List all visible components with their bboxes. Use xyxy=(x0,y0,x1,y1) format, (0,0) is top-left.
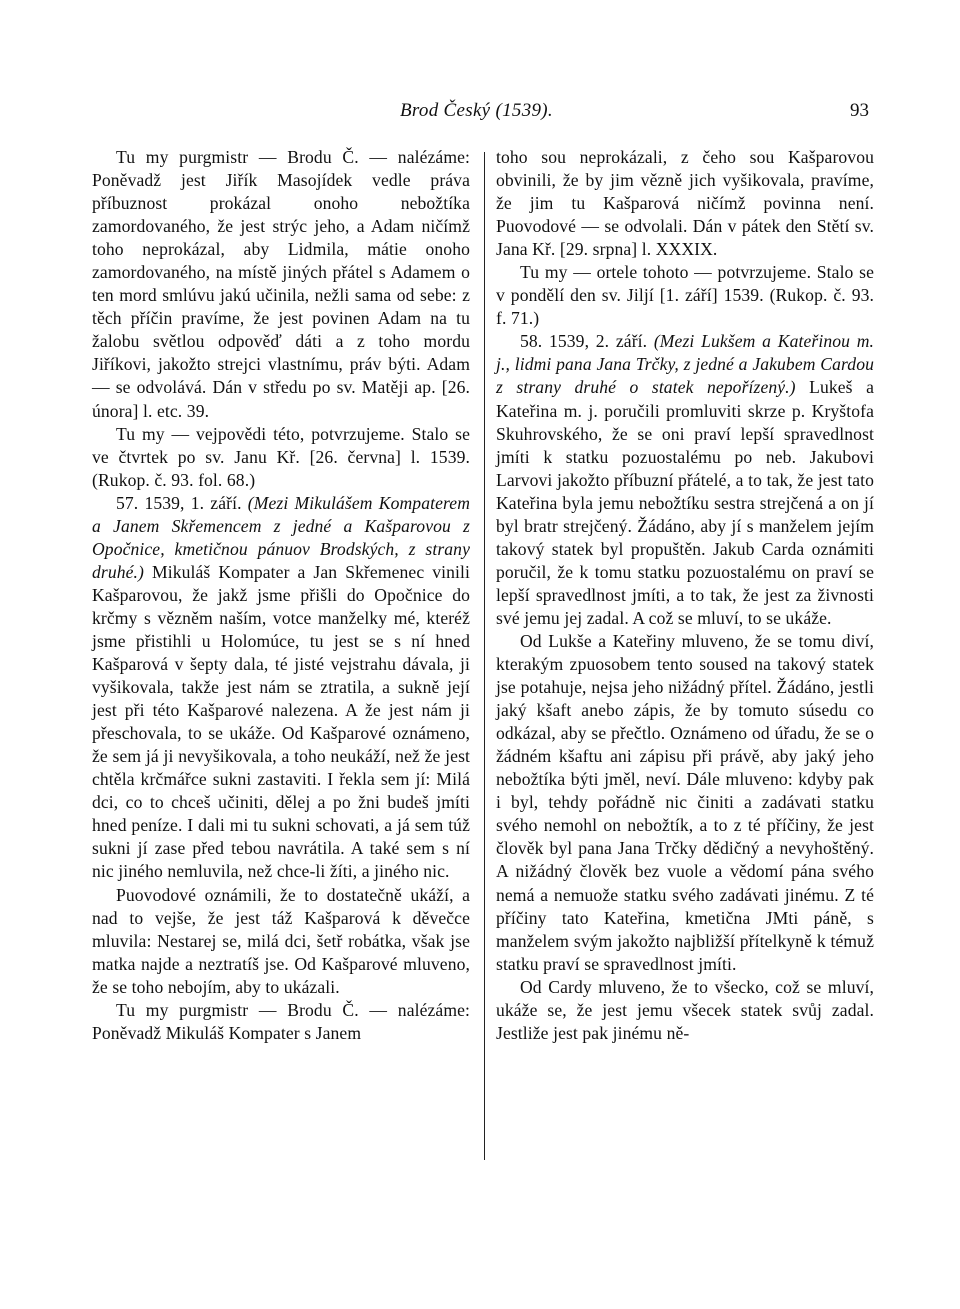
case-parties-57: (Mezi Mikulášem Kompaterem a Janem Skřemencem z jedné a Kašparovou z Opočnice, kmetičnou pánuov Brodských, z strany druhé.) xyxy=(92,492,470,582)
case-parties-58: (Mezi Lukšem a Kateřinou m. j., lidmi pana Jana Trčky, z jedné a Jakubem Cardou z strany druhé o statek nepořízený.) xyxy=(496,331,875,398)
case-number-57: 57. 1539, 1. září. xyxy=(116,492,248,513)
case-number-58: 58. 1539, 2. září. xyxy=(520,331,654,352)
left-column xyxy=(92,146,470,1045)
case-text-57: Mikuláš Kompater a Jan Skřemenec vinili Kašparovou, že jakž jsme přišli do Opočnice do krčmy s vězněm naším, votce manželky mé, kteréž jsme přistihli u Holomúce, tu jest se s ní hned Kašparová v šepty dala, té jisté vejstrahu dávala, ji vyšikovala, takže jest nám se ztratila, a sukně její jest při této Kašparové nalezena. A že jest nám ji přeschovala, to se ukáže. Od Kašparové oznámeno, že sem já ji nevyšikovala, a toho neukáží, než že jest chtěla krčmářce sukni zastaviti. I řekla sem jí: Milá dci, co to chceš učiniti, dělej a po žni budeš jmíti hned peníze. I dali mi tu sukni schovati, a já sem túž sukni jí zase před tebou navrátila. A také sem s ní nic jiného nemluvila, než chce-li žíti, a jiného nic. xyxy=(92,561,470,882)
column-divider xyxy=(484,152,485,1160)
paragraph-confirmation-57: Tu my — vejpovědi této, potvrzujeme. Stalo se ve čtvrtek po sv. Janu Kř. [26. června] l. 1539. (Rukop. č. 93. fol. 68.) xyxy=(92,423,470,490)
paragraph-verdict-kompater: Tu my purgmistr — Brodu Č. — nalézáme: Poněvadž Mikuláš Kompater s Janem xyxy=(92,999,470,1043)
paragraph-plaintiffs-reply: Puovodové oznámili, že to dostatečně ukáží, a nad to vejše, že jest táž Kašparová k děvečce mluvila: Nestarej se, milá dci, šetř robátka, však jse matka najde a neztratíš jse. Od Kašparové mluveno, že se toho nebojím, aby to ukázali. xyxy=(92,884,470,997)
paragraph-carda-reply: Od Cardy mluveno, že to všecko, což se mluví, ukáže se, že jest jemu všecek statek svůj zadal. Jestliže jest pak jinému ně- xyxy=(496,976,874,1043)
case-text-58: Lukeš a Kateřina m. j. poručili promluviti skrze p. Kryštofa Skuhrovského, že se oni praví lepší spravedlnost jmíti k statku pozuostalému po neb. Jakubovi Larvovi jakožto příbuzní přátelé, a to tak, že jest tato Kateřina byla jemu nebožtíku sestra strejčená a on jí byl bratr strejčený. Žádáno, aby jí s manželem jejím takový statek byl propuštěn. Jakub Carda oznámiti poručil, že k tomu statku pozuostalému on praví se lepší spravedlnost jmíti, a to tak, že jest za živnosti své jemu jej zadal. A což se mluví, to se ukáže. xyxy=(496,377,874,628)
running-head: Brod Český (1539). xyxy=(400,100,553,121)
right-column xyxy=(496,146,874,1045)
paragraph-confirmation-58: Tu my — ortele tohoto — potvrzujeme. Stalo se v pondělí den sv. Jiljí [1. září] 1539. (Rukop. č. 93. f. 71.) xyxy=(496,262,874,329)
paragraph-case-57 xyxy=(92,492,470,884)
paragraph-case-58 xyxy=(496,330,874,630)
paragraph-lukes-reply: Od Lukše a Kateřiny mluveno, že se tomu diví, kterakým zpuosobem tento soused na takový statek jse potahuje, nejsa jeho nižádný přítel. Žádáno, jestli jaký kšaft anebo zápis, že by tomuto súsedu co odkázal, aby se přečtlo. Oznámeno od úřadu, že se o žádném kšaftu ani zápisu při právě, aby jaký jeho nebožtíka býti jměl, neví. Dále mluveno: kdyby pak i byl, tehdy pořádně nic činiti a zadávati statku svého nemohl on nebožtík, a to z té příčiny, že jest člověk byl pana Jana Trčky dědičný a nevyhoštěný. A nižádný člověk bez vuole a vědomí pána svého nemá a nemuože statku svého zadávati jinému. Z té příčiny tato Kateřina, kmetična JMti páně, s manželem svým jakožto najbližší přítelkyně k témuž statku praví se spravedlnost jmíti. xyxy=(496,630,874,974)
paragraph-verdict-continued: toho sou neprokázali, z čeho sou Kašparovou obvinili, že by jim vězně jich vyšikovala, pravíme, že jim tu Kašparová ničímž povinna není. Puovodové — se odvolali. Dán v pátek den Stětí sv. Jana Kř. [29. srpna] l. XXXIX. xyxy=(496,147,874,260)
page-number: 93 xyxy=(850,100,869,121)
paragraph-verdict-masojidek: Tu my purgmistr — Brodu Č. — nalézáme: Poněvadž jest Jiřík Masojídek vedle práva příbuznost prokázal onoho nebožtíka zamordovaného, že jest strýc jeho, a Adam ničímž toho neprokázal, aby Lidmila, mátie onoho zamordovaného, na místě jiných přátel s Adamem o ten mord smlúvu jakú učinila, nežli sama od sebe: z těch příčin pravíme, že jest povinen Adam na tu žalobu světlou odpověď dáti a z toho mordu Jiříkovi, jakožto strejci vlastnímu, práv býti. Adam — se odvolává. Dán v středu po sv. Matěji ap. [26. února] l. etc. 39. xyxy=(92,147,470,421)
